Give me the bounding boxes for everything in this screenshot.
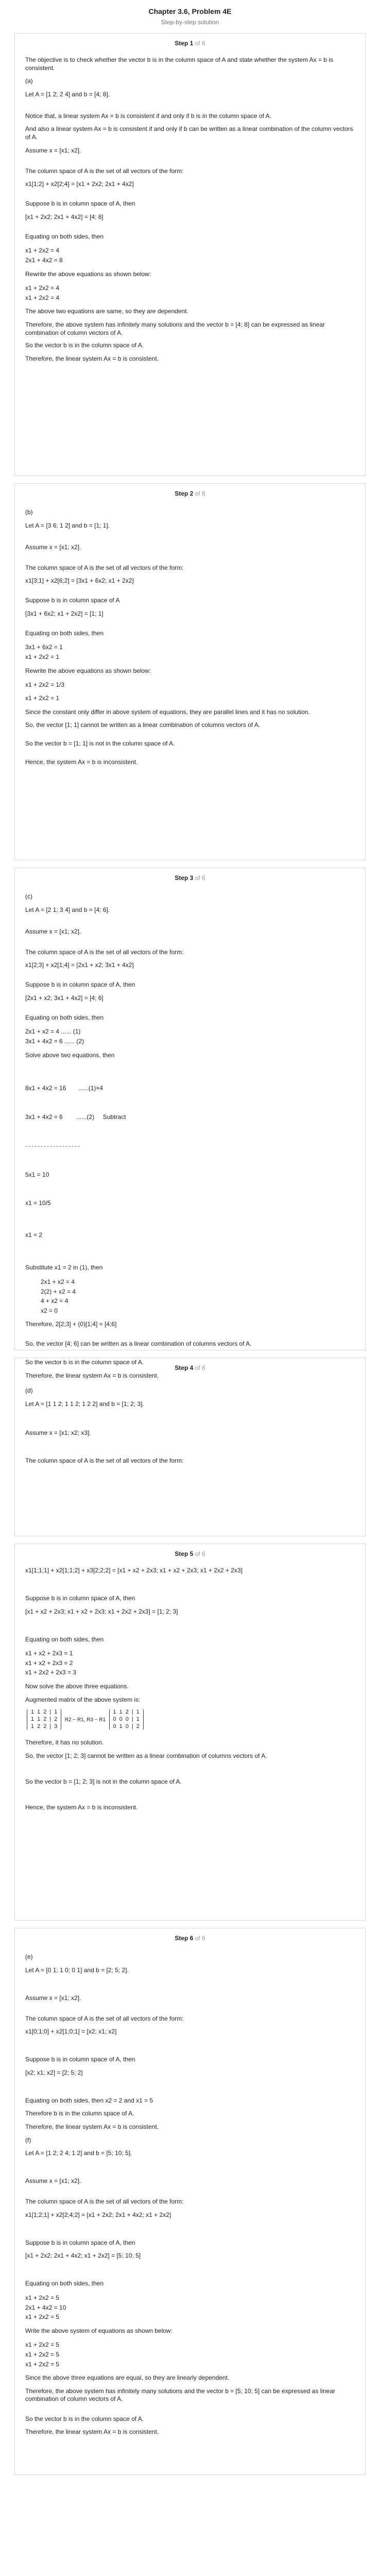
step-label: Step 3 [175, 874, 194, 882]
equation-line: 2x1 + x2 = 4 ...... (1) [25, 1028, 81, 1036]
equation-line: x1 + 2x2 = 5 [25, 2294, 60, 2301]
step-text: Therefore, the above system has infinitely many solutions and the vector b = [4; 8] can be expressed as linear combination of column vectors of A. [25, 320, 325, 336]
step-text: Let A = [1 1 2; 1 1 2; 1 2 2] and b = [1; 2; 3]. [25, 1400, 144, 1408]
step-text: So the vector b = [1; 2; 3] is not in the column space of A. [25, 1777, 182, 1785]
equation: [x1 + 2x2; 2x1 + 4x2] = [4; 8] [25, 213, 103, 221]
equation-line: x1 + 2x2 = 5 [25, 2360, 60, 2368]
step-label: Step 2 [175, 490, 194, 497]
equation: [x1 + 2x2; 2x1 + 4x2; x1 + 2x2] = [5; 10; 5] [25, 2252, 141, 2260]
step-text: Suppose b is in column space of A, then [25, 2056, 135, 2063]
matrix: 1 1 2 | 1 1 1 2 | 2 1 2 2 | 3 [27, 1709, 61, 1730]
equation-line: 2(2) + x2 = 4 [41, 1287, 76, 1295]
equation-line: x1 + 2x2 = 5 [25, 2341, 60, 2349]
equation-block [25, 246, 355, 265]
step-text: Now solve the above three equations. [25, 1682, 129, 1690]
step-text: Therefore, the linear system Ax = b is consistent. [25, 2123, 159, 2130]
step-text: Assume x = [x1; x2]. [25, 1994, 81, 2002]
equation-block [25, 283, 355, 302]
step-counter: of 6 [195, 1550, 205, 1557]
equation-line: 2x1 + 4x2 = 10 [25, 2303, 66, 2311]
step-text: Suppose b is in column space of A, then [25, 1595, 135, 1602]
equation-line: 2x1 + 4x2 = 8 [25, 256, 63, 264]
step-counter: of 6 [195, 490, 205, 497]
step-text: Equating on both sides, then x2 = 2 and x1 = 5 [25, 2096, 153, 2104]
equation-line: 8x1 + 4x2 = 16 ......(1)×4 [25, 1084, 103, 1092]
step-card-4 [14, 1358, 366, 1536]
equation-block [25, 2340, 355, 2369]
equation-block [25, 1064, 355, 1259]
step-text: The column space of A is the set of all vectors of the form: [25, 167, 184, 175]
augmented-matrix [25, 1709, 355, 1734]
step-text: So the vector b is in the column space of A. [25, 2415, 144, 2422]
step-text: Assume x = [x1; x2]. [25, 2177, 81, 2185]
equation-line: 3x1 + 4x2 = 6 ...... (2) [25, 1037, 84, 1045]
step-text: Suppose b is in column space of A [25, 597, 120, 604]
step-label: Step 4 [175, 1364, 194, 1371]
equation-block [25, 1649, 355, 1677]
step-text: Assume x = [x1; x2]. [25, 927, 81, 935]
equation-line: 4 + x2 = 4 [41, 1297, 68, 1305]
equation-line: 3x1 + 6x2 = 1 [25, 643, 63, 651]
equation: [3x1 + 6x2; x1 + 2x2] = [1; 1] [25, 609, 103, 617]
step-counter: of 6 [195, 1364, 205, 1371]
step-text: Suppose b is in column space of A, then [25, 981, 135, 989]
equation-line: 2x1 + x2 = 4 [41, 1278, 75, 1286]
equation-line: x1 + 2x2 = 4 [25, 284, 60, 292]
step-label: Step 1 [175, 40, 194, 47]
step-text: Equating on both sides, then [25, 2280, 104, 2287]
step-text: Let A = [1 2; 2 4; 1 2] and b = [5; 10; 5]. [25, 2149, 132, 2157]
equation-line: 5x1 = 10 [25, 1171, 49, 1178]
step-text: Equating on both sides, then [25, 232, 104, 240]
step-text: The column space of A is the set of all vectors of the form: [25, 948, 184, 956]
part-label: (f) [25, 2136, 31, 2144]
equation-line: 3x1 + 4x2 = 6 ......(2) Subtract [25, 1113, 126, 1121]
equation-block [25, 1277, 355, 1315]
step-text: Write the above system of equations as shown below: [25, 2327, 172, 2334]
equation-line: x2 = 0 [41, 1307, 58, 1314]
equation: [x2; x1; x2] = [2; 5; 2] [25, 2069, 83, 2076]
equation: x1[2;3] + x2[1;4] = [2x1 + x2; 3x1 + 4x2] [25, 961, 134, 969]
equation-line: x1 = 2 [25, 1231, 43, 1239]
step-text: Since the above three equations are equal, so they are linearly dependent. [25, 2374, 230, 2382]
step-text: Equating on both sides, then [25, 1013, 104, 1021]
step-text: The objective is to check whether the vector b is in the column space of A and state whether the system Ax = b is consistent. [25, 56, 333, 72]
step-text: Equating on both sides, then [25, 629, 104, 637]
step-text: Rewrite the above equations as shown below: [25, 667, 151, 674]
step-text: Therefore, the linear system Ax = b is consistent. [25, 1372, 159, 1379]
step-header [25, 874, 355, 882]
step-counter: of 6 [195, 40, 205, 47]
step-text: And also a linear system Ax = b is consistent if and only if b can be written as a linear combination of the column vectors of A. [25, 125, 353, 141]
step-text: Let A = [0 1; 1 0; 0 1] and b = [2; 5; 2]. [25, 1966, 129, 1974]
equation: x1[3;1] + x2[6;2] = [3x1 + 6x2; x1 + 2x2] [25, 577, 134, 585]
part-label: (a) [25, 77, 33, 85]
step-text: Hence, the system Ax = b is inconsistent. [25, 1803, 138, 1811]
equation-line: x1 + 2x2 = 1/3 [25, 681, 65, 689]
step-text: So the vector b = [1; 1] is not in the column space of A. [25, 740, 175, 748]
step-card-5 [14, 1544, 366, 1921]
step-text: Let A = [3 6; 1 2] and b = [1; 1]. [25, 521, 110, 529]
equation-line: x1 + 2x2 = 5 [25, 2350, 60, 2358]
step-header [25, 490, 355, 497]
step-text: Suppose b is in column space of A, then [25, 2239, 135, 2246]
equation: x1[1;2] + x2[2;4] = [x1 + 2x2; 2x1 + 4x2] [25, 180, 134, 188]
step-text: Equating on both sides, then [25, 1635, 104, 1643]
part-label: (c) [25, 893, 32, 900]
step-text: Solve above two equations, then [25, 1051, 115, 1059]
step-counter: of 6 [195, 874, 205, 882]
equation-line: x1 + x2 + 2x3 = 2 [25, 1659, 73, 1667]
step-header [25, 1550, 355, 1557]
step-text: Let A = [1 2; 2 4] and b = [4; 8]. [25, 90, 110, 98]
equation-block [25, 2293, 355, 2322]
step-counter: of 6 [195, 1935, 205, 1942]
step-text: So the vector b is in the column space of A. [25, 341, 144, 349]
step-text: The column space of A is the set of all vectors of the form: [25, 2014, 184, 2022]
equation-block [25, 680, 355, 703]
equation-line: x1 = 10/5 [25, 1199, 51, 1207]
step-text: The column space of A is the set of all vectors of the form: [25, 1456, 184, 1464]
matrix: 1 1 2 | 1 0 0 0 | 1 0 1 0 | 2 [109, 1709, 144, 1730]
step-text: Let A = [2 1; 3 4] and b = [4; 6]. [25, 906, 110, 913]
step-text: Therefore b is in the column space of A. [25, 2110, 134, 2117]
step-card-1 [14, 33, 366, 476]
step-text: So, the vector [1; 1] cannot be written as a linear combination of columns vectors of A. [25, 721, 261, 729]
equation-block [25, 642, 355, 662]
step-text: Therefore, the linear system Ax = b is consistent. [25, 2428, 159, 2436]
step-text: Assume x = [x1; x2]. [25, 146, 81, 154]
equation: [x1 + x2 + 2x3; x1 + x2 + 2x3; x1 + 2x2 + 2x3] = [1; 2; 3] [25, 1607, 178, 1615]
equation: x1[1;1;1] + x2[1;1;2] + x3[2;2;2] = [x1 + x2 + 2x3; x1 + x2 + 2x3; x1 + 2x2 + 2x3] [25, 1567, 243, 1574]
equation: x1[1;2;1] + x2[2;4;2] = [x1 + 2x2; 2x1 + 4x2; x1 + 2x2] [25, 2211, 171, 2218]
step-text: The column space of A is the set of all vectors of the form: [25, 2198, 184, 2206]
part-label: (e) [25, 1953, 33, 1960]
equation-line: x1 + 2x2 = 5 [25, 2313, 60, 2321]
step-text: Therefore, the linear system Ax = b is consistent. [25, 354, 159, 362]
step-text: Therefore, it has no solution. [25, 1739, 104, 1747]
step-header [25, 40, 355, 47]
page-title: Chapter 3.6, Problem 4E [148, 7, 232, 15]
step-text: Since the constant only differ in above system of equations, they are parallel lines and it has no solution. [25, 708, 310, 716]
step-label: Step 6 [175, 1935, 194, 1942]
equation-block [25, 1027, 355, 1046]
step-text: Hence, the system Ax = b is inconsistent. [25, 758, 138, 766]
step-text: Augmented matrix of the above system is: [25, 1696, 141, 1703]
step-text: Assume x = [x1; x2]. [25, 543, 81, 551]
step-text: So, the vector [1; 2; 3] cannot be written as a linear combination of columns vectors of A. [25, 1752, 267, 1759]
step-text: Notice that, a linear system Ax = b is consistent if and only if b is in the column space of A. [25, 112, 271, 120]
step-header [25, 1935, 355, 1942]
equation-line: x1 + x2 + 2x3 = 1 [25, 1650, 73, 1657]
step-card-6 [14, 1928, 366, 2475]
step-text: Therefore, the above system has infinitely many solutions and the vector b = [5; 10; 5] can be expressed as linear combination of column vectors of A. [25, 2387, 336, 2403]
equation-line: x1 + 2x2 = 1 [25, 653, 60, 660]
step-text: Suppose b is in column space of A, then [25, 200, 135, 208]
step-text: The above two equations are same, so they are dependent. [25, 308, 188, 315]
step-text: Substitute x1 = 2 in (1), then [25, 1264, 103, 1272]
step-text: So, the vector [4; 6] can be written as a linear combination of columns vectors of A. [25, 1340, 252, 1348]
equation-line: x1 + 2x2 = 4 [25, 294, 60, 301]
step-label: Step 5 [175, 1550, 194, 1557]
step-text: Rewrite the above equations as shown below: [25, 270, 151, 278]
equation: x1[0;1;0] + x2[1;0;1] = [x2; x1; x2] [25, 2028, 117, 2036]
equation: [2x1 + x2; 3x1 + 4x2] = [4; 6] [25, 994, 103, 1002]
part-label: (b) [25, 509, 33, 516]
part-label: (d) [25, 1387, 33, 1394]
step-text: Assume x = [x1; x2; x3]. [25, 1429, 91, 1436]
equation: Therefore, 2[2;3] + (0)[1;4] = [4;6] [25, 1320, 117, 1328]
step-text: The column space of A is the set of all vectors of the form: [25, 564, 184, 571]
page-subtitle: Step-by-step solution [161, 19, 219, 26]
step-text: So the vector b is in the column space of A. [25, 1359, 144, 1366]
step-card-2 [14, 483, 366, 860]
equation-line: x1 + 2x2 = 4 [25, 247, 60, 255]
divider-line: ------------------ [25, 1142, 81, 1149]
equation-line: x1 + 2x2 + 2x3 = 3 [25, 1669, 77, 1676]
row-operation: R2 − R1, R3 − R1 [64, 1717, 106, 1723]
equation-line: x1 + 2x2 = 1 [25, 694, 60, 702]
